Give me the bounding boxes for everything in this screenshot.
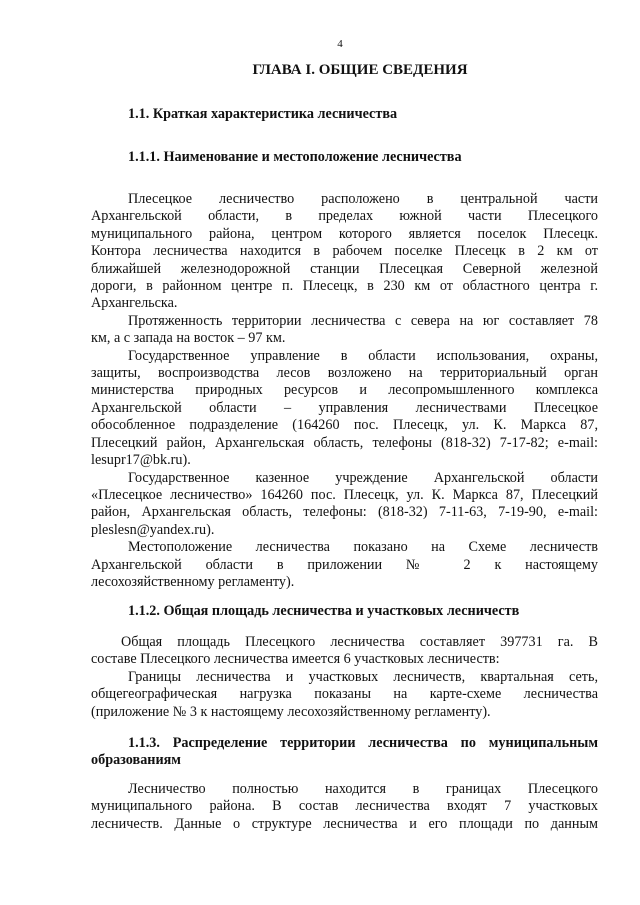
section-1-1-2-body [91,634,598,721]
text-line: (приложение № 3 к настоящему лесохозяйственному регламенту). [91,703,491,720]
paragraph [91,348,598,470]
section-heading-1-1-2: 1.1.2. Общая площадь лесничества и участковых лесничеств [128,603,520,619]
text-line: Государственное управление в области использования, охраны, [128,347,598,364]
text-line: Архангельска. [91,295,178,312]
text-line: Лесничество полностью находится в границах Плесецкого [128,781,598,797]
section-heading-1-1-3 [91,735,598,770]
paragraph [91,313,598,348]
text-line: защиты, воспроизводства лесов возложено на территориальный орган [91,365,598,382]
section-1-1-3-body [91,781,598,833]
text-line: Границы лесничества и участковых лесничеств, квартальная сеть, [128,668,598,685]
text-line: Плесецкий район, Архангельская область, телефоны (818-32) 7-17-82; e-mail: [91,434,598,451]
paragraph [91,669,598,721]
text-line: «Плесецкое лесничество» 164260 пос. Плесецк, ул. К. Маркса 87, Плесецкий [91,486,598,503]
text-line: Общая площадь Плесецкого лесничества составляет 397731 га. В [121,634,598,650]
text-line: lesupr17@bk.ru). [91,452,191,469]
text-line: составе Плесецкого лесничества имеется 6 участковых лесничеств: [91,651,500,668]
text-line: Местоположение лесничества показано на Схеме лесничеств [128,539,598,556]
text-line: общегеографическая нагрузка показаны на карте-схеме лесничества [91,686,598,703]
text-line: Контора лесничества находится в рабочем поселке Плесецк в 2 км от [91,243,598,260]
text-line: Плесецкое лесничество расположено в центральной части [128,191,598,207]
section-heading-1-1: 1.1. Краткая характеристика лесничества [128,106,398,122]
text-line: дороги, в районном центре п. Плесецк, в 230 км от областного центра г. [91,278,598,295]
section-1-1-1-body [91,191,598,591]
page-number: 4 [337,38,343,50]
text-line: муниципального района, центром которого является поселок Плесецк. [91,225,598,242]
text-line: обособленное подразделение (164260 пос. Плесецк, ул. К. Маркса 87, [91,417,598,434]
text-line: км, а с запада на восток – 97 км. [91,330,286,347]
paragraph [91,191,598,313]
text-line: Протяженность территории лесничества с севера на юг составляет 78 [128,312,598,329]
text-line: лесничеств. Данные о структуре лесничества и его площади по данным [91,815,598,832]
paragraph [91,470,598,540]
text-line: район, Архангельская область, телефоны: (818-32) 7-11-63, 7-19-90, e-mail: [91,504,598,521]
text-line: Архангельской области в приложении № 2 к настоящему [91,556,598,573]
text-line: муниципального района. В состав лесничества входят 7 участковых [91,798,598,815]
text-line: ближайшей железнодорожной станции Плесецкая Северной железной [91,260,598,277]
paragraph [91,539,598,591]
text-line: pleslesn@yandex.ru). [91,521,215,538]
heading-line: образованиям [91,752,181,769]
text-line: лесохозяйственному регламенту). [91,573,295,590]
text-line: Архангельской области – управления лесничествами Плесецкое [91,399,598,416]
paragraph [91,634,598,669]
text-line: Государственное казенное учреждение Архангельской области [128,469,598,486]
heading-line: 1.1.3. Распределение территории лесничества по муниципальным [128,735,598,751]
paragraph [91,781,598,833]
text-line: министерства природных ресурсов и лесопромышленного комплекса [91,382,598,399]
chapter-title: ГЛАВА I. ОБЩИЕ СВЕДЕНИЯ [252,62,468,78]
text-line: Архангельской области, в пределах южной части Плесецкого [91,208,598,225]
section-heading-1-1-1: 1.1.1. Наименование и местоположение лесничества [128,149,462,165]
